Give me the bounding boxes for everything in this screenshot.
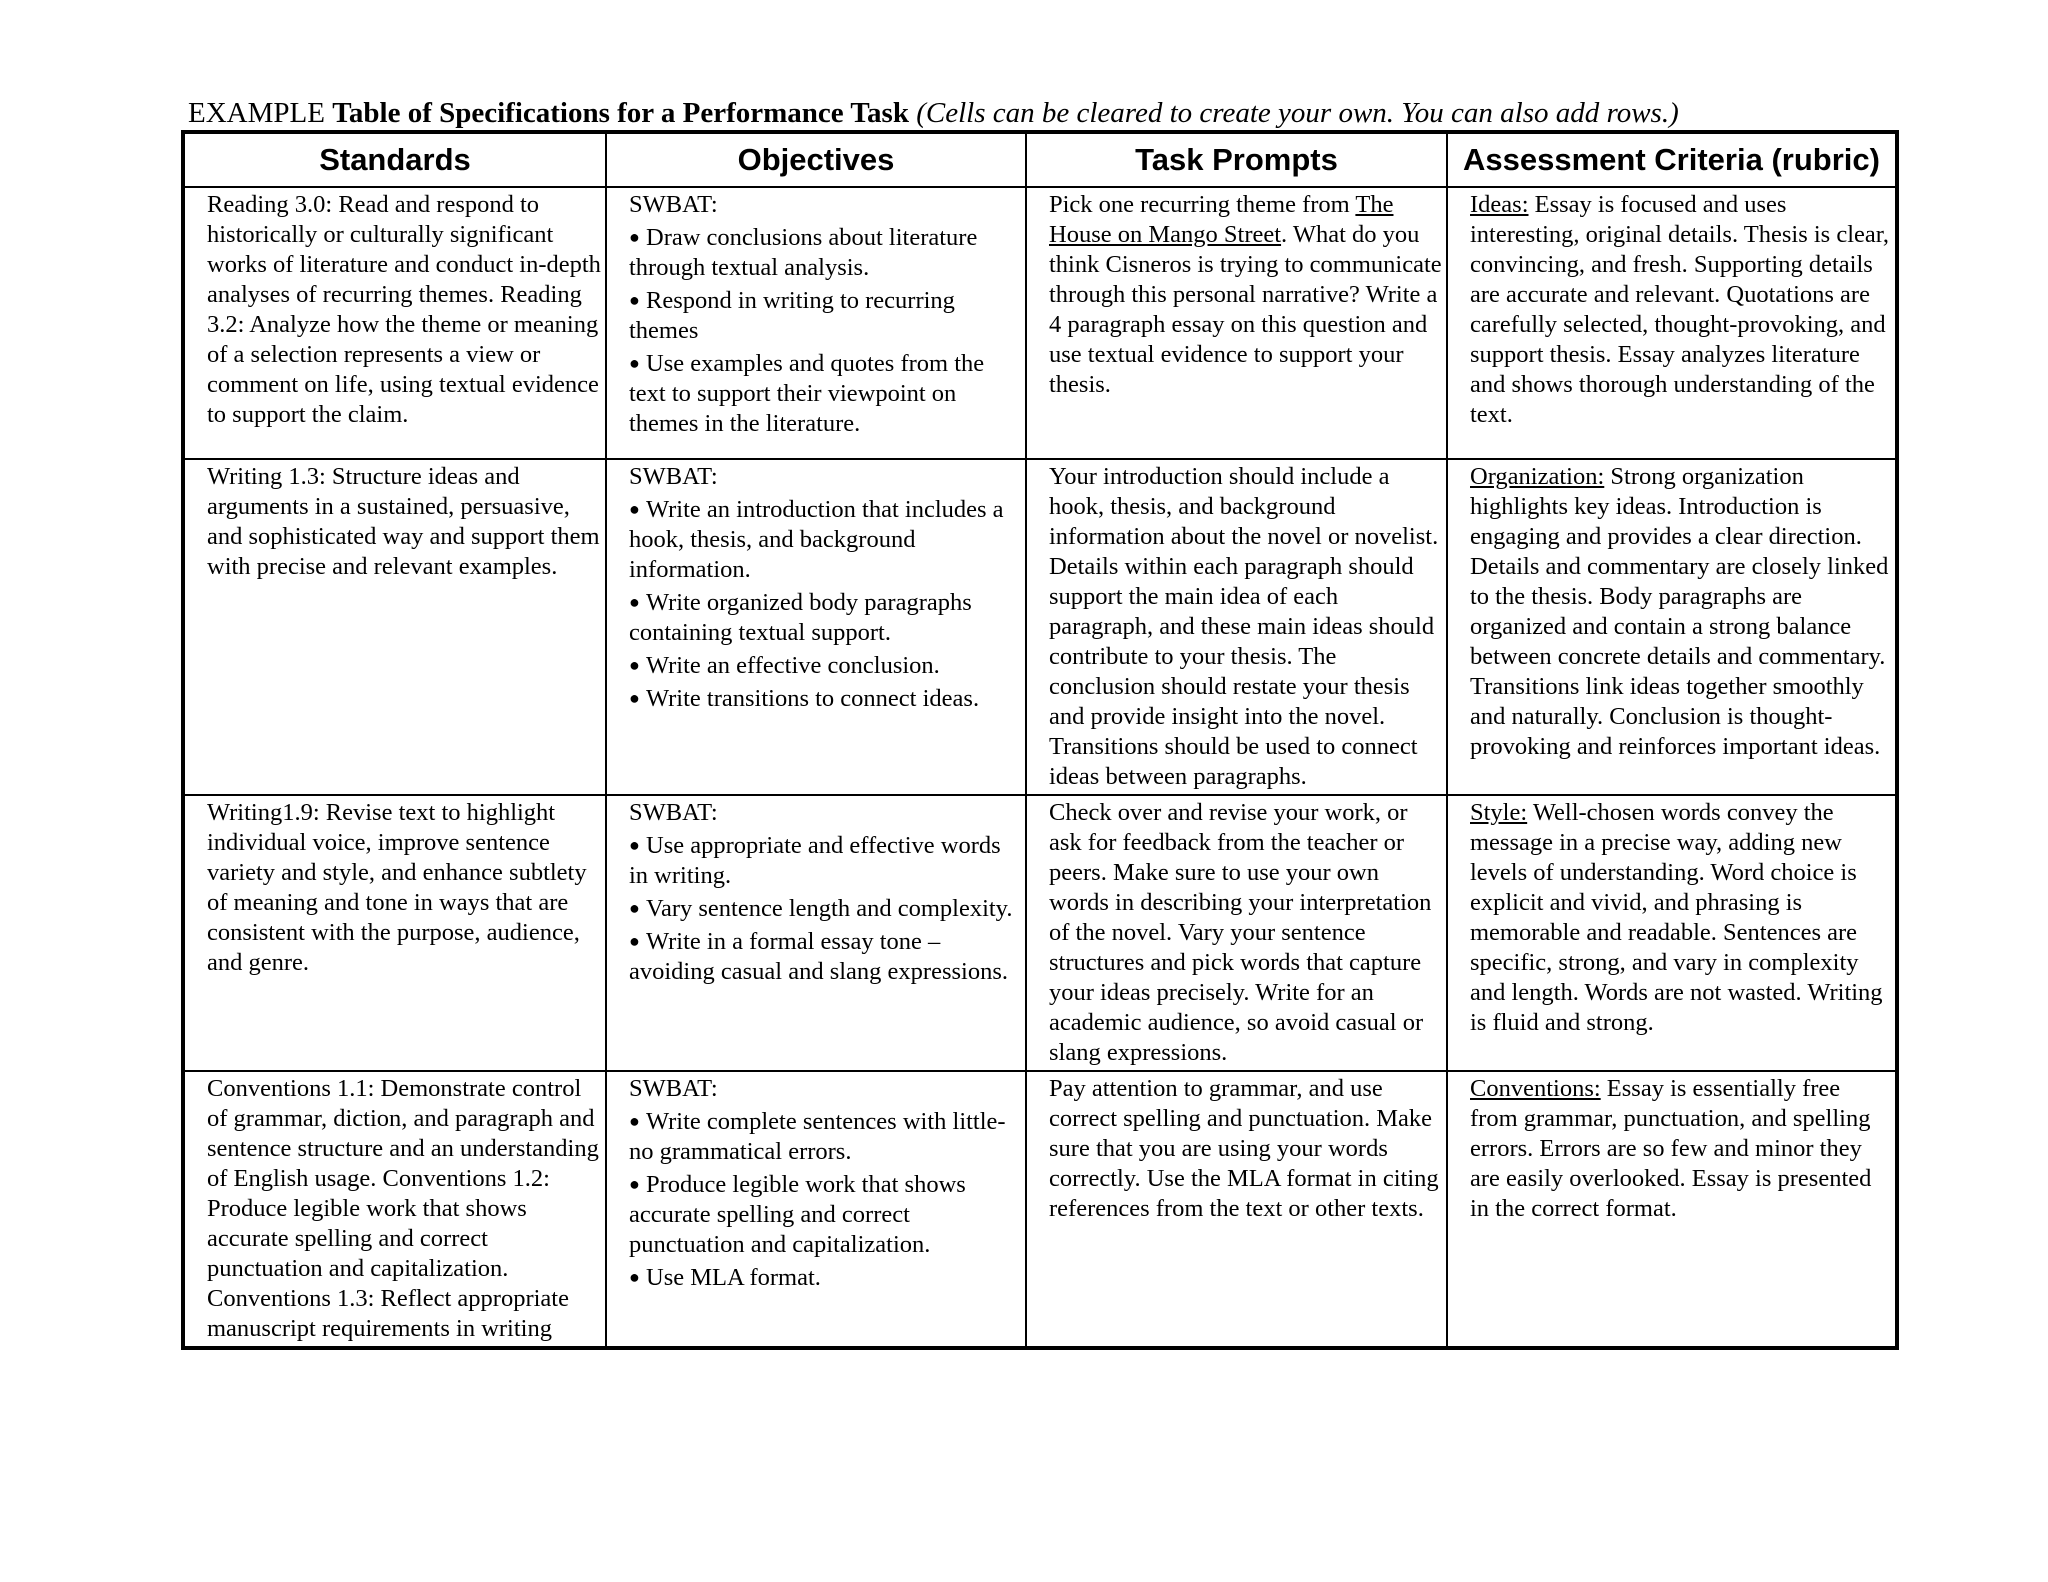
list-item: [629, 1169, 1023, 1260]
criteria-text: Essay is focused and uses interesting, original details. Thesis is clear, convincing, and fresh. Supporting details are accurate and relevant. Quotations are carefully selected, thought-provoking, and support thesis. Essay analyzes literature and shows thorough understanding of the text.: [1470, 191, 1890, 428]
list-item: [629, 1106, 1023, 1167]
specifications-table: [181, 130, 1899, 1350]
objectives-cell: [606, 459, 1026, 795]
table-row: [183, 1071, 1897, 1348]
bullet-icon: ●: [629, 290, 640, 310]
objective-text: Write transitions to connect ideas.: [646, 685, 980, 712]
objectives-list: [629, 222, 1023, 439]
list-item: [629, 1262, 1023, 1293]
standards-cell: Reading 3.0: Read and respond to historically or culturally significant works of literature and conduct in-depth analyses of recurring themes. Reading 3.2: Analyze how the theme or meaning of a selection represents a view or comment on life, using textual evidence to support the claim.: [183, 187, 606, 459]
bullet-icon: ●: [629, 1174, 640, 1194]
title-main: Table of Specifications for a Performance Task: [332, 97, 909, 129]
task-prompt-cell: [1026, 187, 1447, 459]
criteria-label: Style:: [1470, 799, 1528, 826]
list-item: [629, 830, 1023, 891]
list-item: [629, 683, 1023, 714]
standards-cell: Writing1.9: Revise text to highlight individual voice, improve sentence variety and style, and enhance subtlety of meaning and tone in ways that are consistent with the purpose, audience, and genre.: [183, 795, 606, 1071]
criteria-cell: [1447, 187, 1897, 459]
bullet-icon: ●: [629, 227, 640, 247]
objective-text: Write an effective conclusion.: [646, 652, 940, 679]
objective-text: Write an introduction that includes a hook, thesis, and background information.: [629, 496, 1004, 583]
bullet-icon: ●: [629, 931, 640, 951]
task-prompt-cell: Check over and revise your work, or ask for feedback from the teacher or peers. Make sure to use your own words in describing your interpretation of the novel. Vary your sentence structures and pick words that capture your ideas precisely. Write for an academic audience, so avoid casual or slang expressions.: [1026, 795, 1447, 1071]
header-row: [183, 132, 1897, 187]
list-item: [629, 348, 1023, 439]
bullet-icon: ●: [629, 1267, 640, 1287]
list-item: [629, 494, 1023, 585]
swbat-label: SWBAT:: [629, 191, 718, 218]
task-prompt-cell: Pay attention to grammar, and use correct spelling and punctuation. Make sure that you are using your words correctly. Use the MLA format in citing references from the text or other texts.: [1026, 1071, 1447, 1348]
header-standards: Standards: [183, 132, 606, 187]
objective-text: Write complete sentences with little-no grammatical errors.: [629, 1108, 1006, 1165]
table-row: [183, 187, 1897, 459]
objective-text: Vary sentence length and complexity.: [646, 895, 1013, 922]
standards-cell: Writing 1.3: Structure ideas and arguments in a sustained, persuasive, and sophisticated way and support them with precise and relevant examples.: [183, 459, 606, 795]
page-title: [188, 96, 1679, 130]
bullet-icon: ●: [629, 499, 640, 519]
prompt-text: Pick one recurring theme from: [1049, 191, 1356, 218]
objectives-cell: [606, 795, 1026, 1071]
criteria-label: Ideas:: [1470, 191, 1529, 218]
criteria-text: Strong organization highlights key ideas. Introduction is engaging and provides a clear direction. Details and commentary are closely linked to the thesis. Body paragraphs are organized and contain a strong balance between concrete details and commentary. Transitions link ideas together smoothly and naturally. Conclusion is thought-provoking and reinforces important ideas.: [1470, 463, 1889, 760]
bullet-icon: ●: [629, 835, 640, 855]
objective-text: Write organized body paragraphs containing textual support.: [629, 589, 972, 646]
list-item: [629, 926, 1023, 987]
criteria-cell: [1447, 1071, 1897, 1348]
title-note: (Cells can be cleared to create your own. You can also add rows.): [908, 97, 1679, 129]
swbat-label: SWBAT:: [629, 1075, 718, 1102]
objective-text: Use appropriate and effective words in writing.: [629, 832, 1001, 889]
swbat-label: SWBAT:: [629, 799, 718, 826]
list-item: [629, 587, 1023, 648]
criteria-text: Essay is essentially free from grammar, punctuation, and spelling errors. Errors are so few and minor they are easily overlooked. Essay is presented in the correct format.: [1470, 1075, 1872, 1222]
list-item: [629, 285, 1023, 346]
objectives-list: [629, 1106, 1023, 1293]
criteria-cell: [1447, 459, 1897, 795]
bullet-icon: ●: [629, 655, 640, 675]
list-item: [629, 893, 1023, 924]
table-row: [183, 459, 1897, 795]
criteria-label: Organization:: [1470, 463, 1605, 490]
objective-text: Draw conclusions about literature through textual analysis.: [629, 224, 978, 281]
task-prompt-cell: Your introduction should include a hook, thesis, and background information about the novel or novelist. Details within each paragraph should support the main idea of each paragraph, and these main ideas should contribute to your thesis. The conclusion should restate your thesis and provide insight into the novel. Transitions should be used to connect ideas between paragraphs.: [1026, 459, 1447, 795]
book-title: The House on Mango Street: [1049, 191, 1394, 248]
bullet-icon: ●: [629, 1111, 640, 1131]
objective-text: Produce legible work that shows accurate spelling and correct punctuation and capitalization.: [629, 1171, 966, 1258]
header-assessment-criteria: Assessment Criteria (rubric): [1447, 132, 1897, 187]
objective-text: Respond in writing to recurring themes: [629, 287, 955, 344]
bullet-icon: ●: [629, 353, 640, 373]
objective-text: Use examples and quotes from the text to support their viewpoint on themes in the literature.: [629, 350, 985, 437]
list-item: [629, 650, 1023, 681]
list-item: [629, 222, 1023, 283]
header-objectives: Objectives: [606, 132, 1026, 187]
criteria-text: Well-chosen words convey the message in a precise way, adding new levels of understanding. Word choice is explicit and vivid, and phrasing is memorable and readable. Sentences are specific, strong, and vary in complexity and length. Words are not wasted. Writing is fluid and strong.: [1470, 799, 1883, 1036]
header-task-prompts: Task Prompts: [1026, 132, 1447, 187]
table-row: [183, 795, 1897, 1071]
objectives-list: [629, 830, 1023, 987]
objectives-list: [629, 494, 1023, 714]
criteria-label: Conventions:: [1470, 1075, 1601, 1102]
objective-text: Use MLA format.: [646, 1264, 821, 1291]
objectives-cell: [606, 187, 1026, 459]
bullet-icon: ●: [629, 688, 640, 708]
criteria-cell: [1447, 795, 1897, 1071]
title-prefix: EXAMPLE: [188, 97, 333, 129]
swbat-label: SWBAT:: [629, 463, 718, 490]
objectives-cell: [606, 1071, 1026, 1348]
bullet-icon: ●: [629, 898, 640, 918]
bullet-icon: ●: [629, 592, 640, 612]
prompt-text: . What do you think Cisneros is trying to communicate through this personal narrative? Write a 4 paragraph essay on this question and use textual evidence to support your thesis.: [1049, 221, 1442, 398]
objective-text: Write in a formal essay tone – avoiding casual and slang expressions.: [629, 928, 1008, 985]
standards-cell: Conventions 1.1: Demonstrate control of grammar, diction, and paragraph and sentence structure and an understanding of English usage. Conventions 1.2: Produce legible work that shows accurate spelling and correct punctuation and capitalization. Conventions 1.3: Reflect appropriate manuscript requirements in writing: [183, 1071, 606, 1348]
